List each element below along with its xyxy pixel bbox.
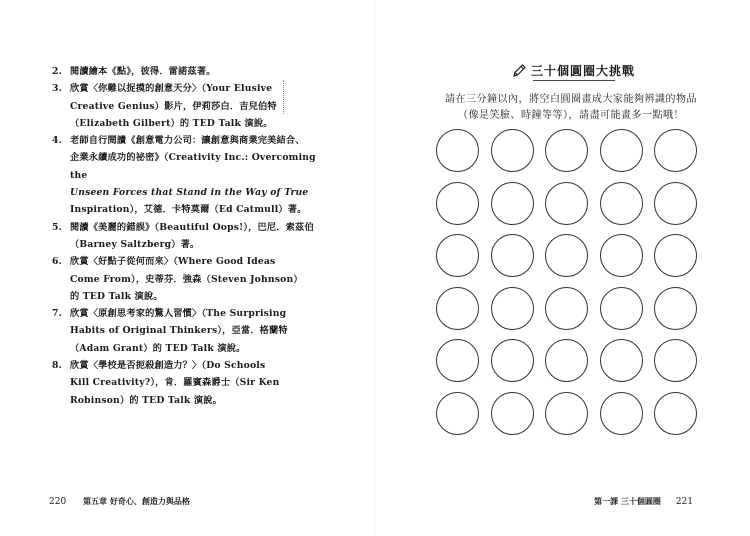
item-number: 5. (52, 221, 62, 233)
right-page (375, 0, 750, 536)
page-number: 220 (49, 497, 67, 507)
blank-circle (654, 234, 697, 277)
list-item (52, 305, 320, 357)
blank-circle (600, 234, 643, 277)
item-number: 3. (52, 83, 62, 95)
item-number: 2. (52, 66, 62, 77)
blank-circle (654, 129, 697, 172)
item-line: （Elizabeth Gilbert）的 TED Talk 演說。 (70, 117, 273, 129)
item-number: 8. (52, 360, 62, 372)
blank-circle (491, 129, 534, 172)
list-item (52, 357, 320, 409)
running-header-chapter: 第一課 三十個圓圈 (594, 496, 661, 506)
blank-circle (436, 392, 479, 435)
blank-circle (436, 129, 479, 172)
item-line: 欣賞〈好點子從何而來〉（Where Good Ideas (70, 256, 276, 268)
item-number: 4. (52, 135, 62, 147)
item-line: Kill Creativity?），肯．羅賓森爵士（Sir Ken (70, 377, 280, 389)
blank-circle (545, 129, 588, 172)
item-line: 欣賞〈學校是否扼殺創造力？〉（Do Schools (70, 360, 266, 372)
blank-circle (436, 234, 479, 277)
blank-circle (654, 392, 697, 435)
item-line: 欣賞〈你難以捉摸的創意天分〉（Your Elusive (70, 83, 273, 95)
blank-circle (545, 392, 588, 435)
item-line: （Adam Grant）的 TED Talk 演說。 (70, 342, 246, 354)
list-item (52, 132, 320, 218)
instruction-line: 請在三分鐘以內，將空白圓圈畫成大家能夠辨識的物品 (445, 94, 697, 105)
blank-circle (545, 234, 588, 277)
instructions (441, 92, 701, 124)
blank-circle (654, 339, 697, 382)
blank-circle (654, 182, 697, 225)
blank-circle (600, 287, 643, 330)
blank-circle (600, 392, 643, 435)
blank-circle (436, 182, 479, 225)
blank-circle (545, 339, 588, 382)
item-line: Unseen Forces that Stand in the Way of True (70, 187, 309, 199)
left-footer (49, 496, 190, 507)
item-line: Come From），史蒂芬．強森（Steven Johnson） (70, 273, 303, 285)
item-number: 7. (52, 308, 62, 320)
blank-circle (436, 287, 479, 330)
blank-circle (654, 287, 697, 330)
list-item (52, 63, 320, 80)
blank-circle (491, 234, 534, 277)
item-line: 欣賞〈原創思考家的驚人習慣〉（The Surprising (70, 308, 287, 320)
item-line: Habits of Original Thinkers），亞當．格蘭特 (70, 325, 288, 337)
blank-circle (491, 339, 534, 382)
blank-circle (491, 182, 534, 225)
pencil-icon (511, 63, 527, 79)
item-line: 老師自行閱讀《創意電力公司：讓創意與商業完美結合、 (70, 135, 305, 147)
item-line: Inspiration），艾德．卡特莫爾（Ed Catmull）著。 (70, 204, 307, 216)
circle-grid (436, 129, 697, 435)
item-line: Creative Genius）影片，伊莉莎白．吉兒伯特 (70, 100, 277, 112)
blank-circle (600, 182, 643, 225)
right-footer (594, 496, 693, 507)
item-line: Robinson）的 TED Talk 演說。 (70, 394, 223, 406)
margin-mark (283, 80, 285, 114)
blank-circle (545, 182, 588, 225)
blank-circle (600, 129, 643, 172)
instruction-line: （像是笑臉、時鐘等等），請盡可能畫多一點哦！ (458, 110, 684, 121)
title-underline (533, 80, 615, 81)
resource-list (52, 63, 320, 409)
activity-heading (511, 62, 635, 79)
list-item (52, 219, 320, 254)
item-line: 閱讀繪本《點》，彼得．雷諾茲著。 (70, 66, 216, 77)
page-number: 221 (675, 497, 693, 507)
running-header-chapter: 第五章 好奇心、創造力與品格 (83, 496, 190, 506)
blank-circle (491, 392, 534, 435)
list-item (52, 80, 320, 132)
blank-circle (436, 339, 479, 382)
blank-circle (600, 339, 643, 382)
item-line: 的 TED Talk 演說。 (70, 290, 163, 302)
item-line: 企業永續成功的祕密》（Creativity Inc.: Overcoming the (70, 152, 316, 181)
item-line: （Barney Saltzberg）著。 (70, 238, 200, 250)
blank-circle (545, 287, 588, 330)
list-item (52, 253, 320, 305)
item-number: 6. (52, 256, 62, 268)
activity-title: 三十個圓圈大挑戰 (531, 64, 636, 78)
blank-circle (491, 287, 534, 330)
item-line: 閱讀《美麗的錯誤》（Beautiful Oops!），巴尼．索茲伯 (70, 221, 314, 233)
